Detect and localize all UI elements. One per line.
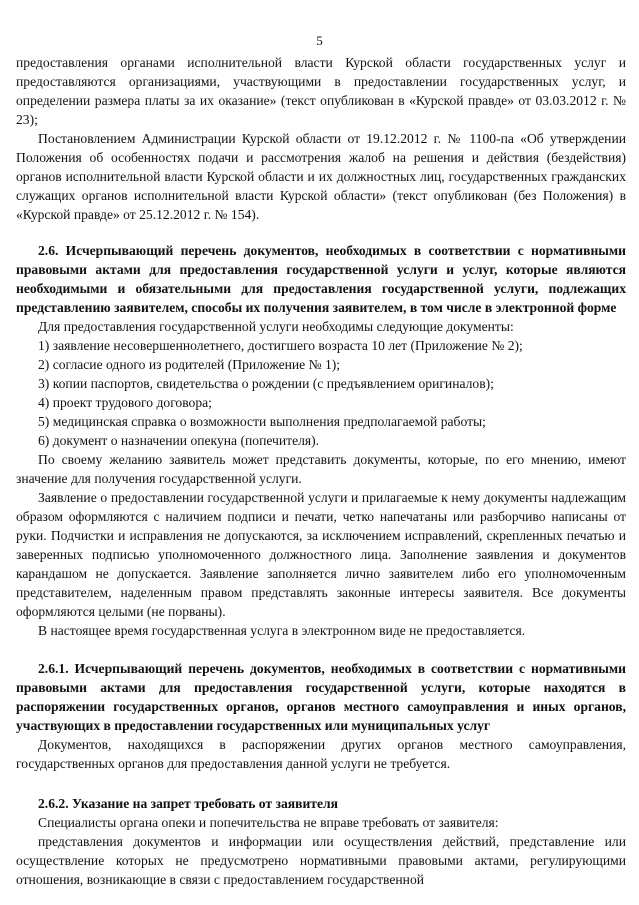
paragraph-no-documents-required: Документов, находящихся в распоряжении других органов местного самоуправления, государственных органов для предоставления данной услуги не требуется. [16, 737, 626, 771]
paragraph-application-requirements: Заявление о предоставлении государственной услуги и прилагаемые к нему документы надлежащим образом оформляются с наличием подписи и печати, четко напечатаны или разборчиво написаны от руки. Подчистки и исправления не допускаются, за исключением исправлений, скрепленных печатью и заверенных подписью уполномоченного должностного лица. Заполнение заявления и документов карандашом не допускается. Заявление заполняется лично заявителем либо его уполномоченным представителем, наделенным правом представлять законные интересы заявителя. Все документы оформляются целыми (не порваны). [16, 490, 626, 619]
section-heading-2-6-2: 2.6.2. Указание на запрет требовать от заявителя [38, 796, 338, 811]
documents-intro: Для предоставления государственной услуги необходимы следующие документы: [38, 319, 514, 334]
section-heading-2-6: 2.6. Исчерпывающий перечень документов, необходимых в соответствии с нормативными правовыми актами для предоставления государственной услуги и услуг, которые являются необходимыми и обязательными для предоставления государственной услуги, подлежащих представлению заявителем, способы их получения заявителем, в том числе в электронной форме [16, 243, 626, 315]
list-item: 4) проект трудового договора; [38, 395, 212, 410]
list-item: 1) заявление несовершеннолетнего, достигшего возраста 10 лет (Приложение № 2); [38, 338, 523, 353]
paragraph-decree-1100pa: Постановлением Администрации Курской области от 19.12.2012 г. № 1100-па «Об утверждении Положения об особенностях подачи и рассмотрения жалоб на решения и действия (бездействия) органов исполнительной власти Курской области и их должностных лиц, государственных гражданских служащих органов исполнительной власти Курской области» (текст опубликован (без Положения) в «Курской правде» от 25.12.2012 г. № 154). [16, 131, 626, 222]
paragraph-electronic-service: В настоящее время государственная услуга в электронном виде не предоставляется. [38, 623, 526, 638]
paragraph-continuation: предоставления органами исполнительной власти Курской области государственных услуг и предоставляются организациями, участвующими в предоставлении государственных услуг, и определении размера платы за их оказание» (текст опубликован в «Курской правде» от 03.03.2012 г. № 23); [16, 55, 626, 127]
list-item: 3) копии паспортов, свидетельства о рождении (с предъявлением оригиналов); [38, 376, 494, 391]
paragraph-optional-documents: По своему желанию заявитель может представить документы, которые, по его мнению, имеют значение для получения государственной услуги. [16, 452, 626, 486]
paragraph-specialists: Специалисты органа опеки и попечительства не вправе требовать от заявителя: [38, 815, 499, 830]
list-item: 5) медицинская справка о возможности выполнения предполагаемой работы; [38, 414, 486, 429]
page-number: 5 [316, 33, 323, 48]
list-item: 2) согласие одного из родителей (Приложение № 1); [38, 357, 341, 372]
section-heading-2-6-1: 2.6.1. Исчерпывающий перечень документов, необходимых в соответствии с нормативными правовыми актами для предоставления государственной услуги, которые находятся в распоряжении государственных органов, органов местного самоуправления и иных органов, участвующих в предоставлении государственных или муниципальных услуг [16, 661, 626, 733]
document-body [16, 53, 626, 889]
paragraph-prohibition: представления документов и информации или осуществления действий, представление или осуществление которых не предусмотрено нормативными правовыми актами, регулирующими отношения, возникающие в связи с предоставлением государственной [16, 834, 626, 887]
list-item: 6) документ о назначении опекуна (попечителя). [38, 433, 320, 448]
